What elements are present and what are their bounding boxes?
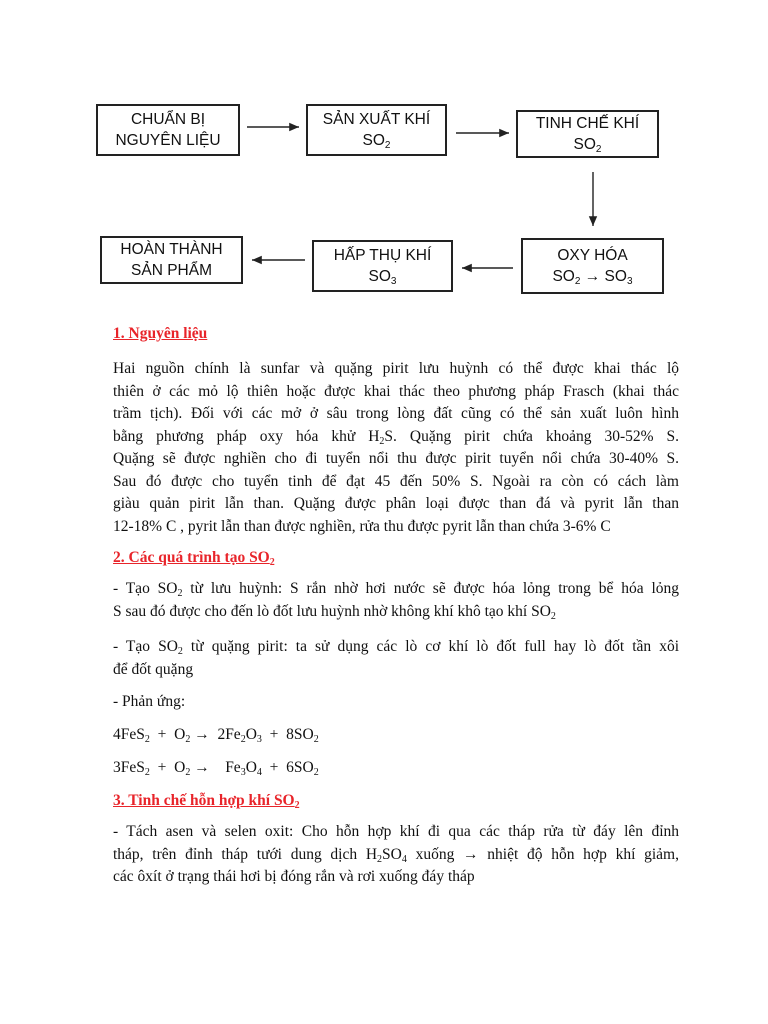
s1-line-5: Quặng sẽ được nghiền cho đi tuyển nổi thu được pirit tuyển nổi chứa 30-40% S. (113, 450, 679, 467)
box1-line1: CHUẨN BỊ (130, 111, 206, 128)
box5-line2: $SO_3$ (368, 268, 397, 287)
section3-heading: 3. Tinh chế hỗn hợp khí $SO_2$ (113, 792, 300, 811)
box3-line2: $SO_2$ (573, 136, 602, 155)
equation-2: $3FeS_2 + O_2$ → $Fe_3O_4 + 6SO_2$ (113, 759, 319, 778)
s1-line-3: trầm tịch). Đối với các mở ở sâu trong lòng đất cũng có thể sản xuất luôn hình (113, 405, 679, 422)
s2-p2-line-1: - Tạo $SO_2$ từ quặng pirit: ta sử dụng các lò cơ khí lò đốt full hay lò đốt tần xôi (113, 638, 679, 657)
s3-line-3: các ôxít ở trạng thái hơi bị đóng rắn và rơi xuống đáy tháp (113, 868, 475, 885)
section3 (113, 789, 679, 813)
box5-line1: HẤP THỤ KHÍ (333, 247, 432, 264)
section2-p3 (113, 691, 679, 714)
equation-1: $4FeS_2 + O_2 \to 2Fe_2O_3 + 8SO_2$ (113, 726, 319, 745)
s1-line-1: Hai nguồn chính là sunfar và quặng pirit lưu huỳnh có thể được khai thác lộ (113, 360, 679, 377)
box2-line2: $SO_2$ (362, 132, 391, 151)
box-oxidize-so2 (521, 238, 664, 294)
s2-p3-line: - Phản ứng: (113, 693, 186, 710)
process-flowchart (0, 0, 768, 320)
s1-line-2: thiên ở các mỏ lộ thiên hoặc được khai thác theo phương pháp Frasch (khai thác (113, 382, 679, 400)
box4-line1: OXY HÓA (557, 247, 628, 264)
s1-line-8: 12-18% C , pyrit lẫn than được nghiền, rửa thu được pyrit lẫn than chứa 3-6% C (113, 517, 611, 535)
s2-p2-line-2: để đốt quặng (113, 660, 194, 678)
s2-p1-line-2: S sau đó được cho đến lò đốt lưu huỳnh nhờ không khí khô tạo khí $SO_2$ (113, 602, 556, 622)
section1-paragraph (113, 358, 679, 538)
section2-heading: 2. Các quá trình tạo $SO_2$ (113, 549, 275, 568)
box-produce-so2 (306, 104, 447, 156)
box-purify-so2 (516, 110, 659, 158)
section2 (113, 546, 679, 570)
s1-line-4: bằng phương pháp oxy hóa khử $H_2S$. Quặng pirit chứa khoảng 30-52% S. (113, 427, 679, 447)
s1-line-7: giàu quản pirit lẫn than. Quặng được phân loại được than đá và pyrit lẫn than (113, 495, 679, 512)
box-prepare-materials (96, 104, 240, 156)
s3-line-1: - Tách asen và selen oxit: Cho hỗn hợp khí đi qua các tháp rửa từ đáy lên đỉnh (113, 823, 679, 840)
box4-line2: $SO_2 \to SO_3$ (552, 268, 633, 287)
section2-p1 (113, 578, 679, 623)
box-absorb-so3 (312, 240, 453, 292)
box-finish-product (100, 236, 243, 284)
section1 (113, 322, 679, 346)
section2-p2 (113, 636, 679, 681)
s1-line-6: Sau đó được cho tuyển tinh để đạt 45 đến 50% S. Ngoài ra còn có cách làm (113, 472, 679, 490)
box6-line2: SẢN PHẨM (131, 262, 212, 279)
s3-line-2: tháp, trên đỉnh tháp tưới dung dịch $H_2SO_4$ xuống → nhiệt độ hỗn hợp khí giảm, (113, 845, 679, 865)
box1-line2: NGUYÊN LIỆU (115, 132, 221, 149)
s2-p1-line-1: - Tạo $SO_2$ từ lưu huỳnh: S rắn nhờ hơi nước sẽ được hóa lỏng trong bể hóa lỏng (113, 580, 679, 599)
box3-line1: TINH CHẾ KHÍ (535, 115, 640, 132)
section1-heading: 1. Nguyên liệu (113, 325, 208, 342)
box6-line1: HOÀN THÀNH (120, 241, 223, 258)
section3-paragraph (113, 821, 679, 889)
box2-line1: SẢN XUẤT KHÍ (322, 111, 431, 128)
